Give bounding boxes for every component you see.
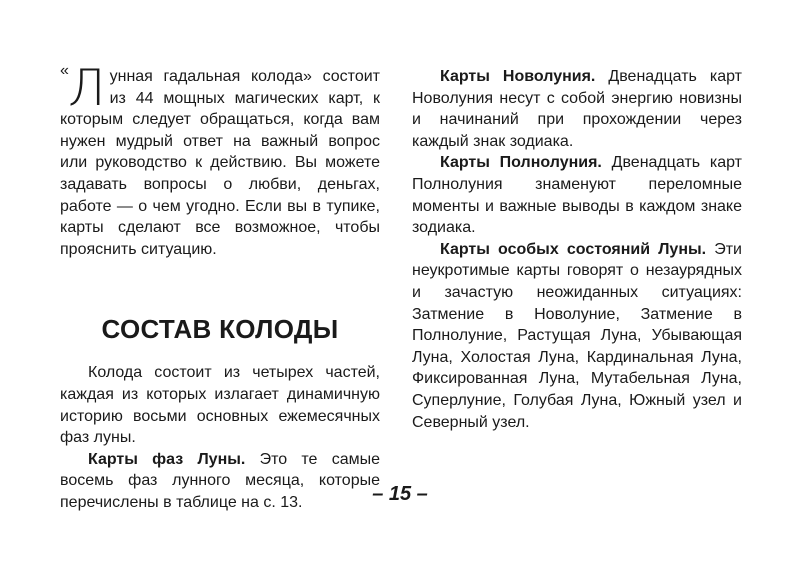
- special-moon-cards-title: Карты особых состояний Луны.: [440, 240, 707, 258]
- special-moon-cards-paragraph: [412, 239, 742, 433]
- special-moon-cards-text: Эти неукротимые карты говорят о незаурядных и зачастую неожиданных ситуациях: Затмение в Новолуние, Затмение в Полнолуние, Растущая Луна, Убывающая Луна, Холостая Луна, Кардинальная Луна, Фиксированная Луна, Мутабельная Луна, Суперлуние, Голубая Луна, Южный узел и Северный узел.: [412, 240, 742, 431]
- opening-quote-mark: «: [60, 62, 69, 79]
- intro-text: унная гадальная колода» состоит из 44 мощных магических карт, к которым следует обращаться, когда вам нужен мудрый ответ на важный вопрос или руководство к действию. Вы можете задавать вопросы о любви, деньгах, работе — о чем угодно. Если вы в тупике, карты сделают все возможное, чтобы прояснить ситуацию.: [60, 68, 380, 258]
- moon-phase-cards-text: Это те самые восемь фаз лунного месяца, которые перечислены в таблице на с. 13.: [60, 450, 380, 511]
- deck-composition-paragraph: [60, 362, 380, 448]
- full-moon-cards-text: Двенадцать карт Полнолуния знаменуют переломные моменты и важные выводы в каждом знаке зодиака.: [412, 154, 743, 237]
- page-number: – 15 –: [372, 483, 428, 505]
- moon-phase-cards-title: Карты фаз Луны.: [88, 450, 246, 468]
- new-moon-cards-title: Карты Новолуния.: [440, 68, 596, 85]
- intro-paragraph: [60, 59, 380, 260]
- full-moon-cards-title: Карты Полнолуния.: [440, 154, 602, 172]
- right-column: [412, 66, 742, 433]
- section-heading: СОСТАВ КОЛОДЫ: [101, 314, 339, 345]
- left-column: [60, 59, 380, 514]
- new-moon-cards-text: Двенадцать карт Новолуния несут с собой энергию новизны и начинаний при прохождении через каждый знак зодиака.: [412, 68, 743, 150]
- drop-cap-letter: Л: [68, 59, 106, 117]
- deck-composition-text: Колода состоит из четырех частей, каждая из которых излагает динамичную историю восьми основных ежемесячных фаз луны.: [60, 364, 380, 447]
- new-moon-cards-paragraph: [412, 66, 742, 152]
- full-moon-cards-paragraph: [412, 152, 742, 238]
